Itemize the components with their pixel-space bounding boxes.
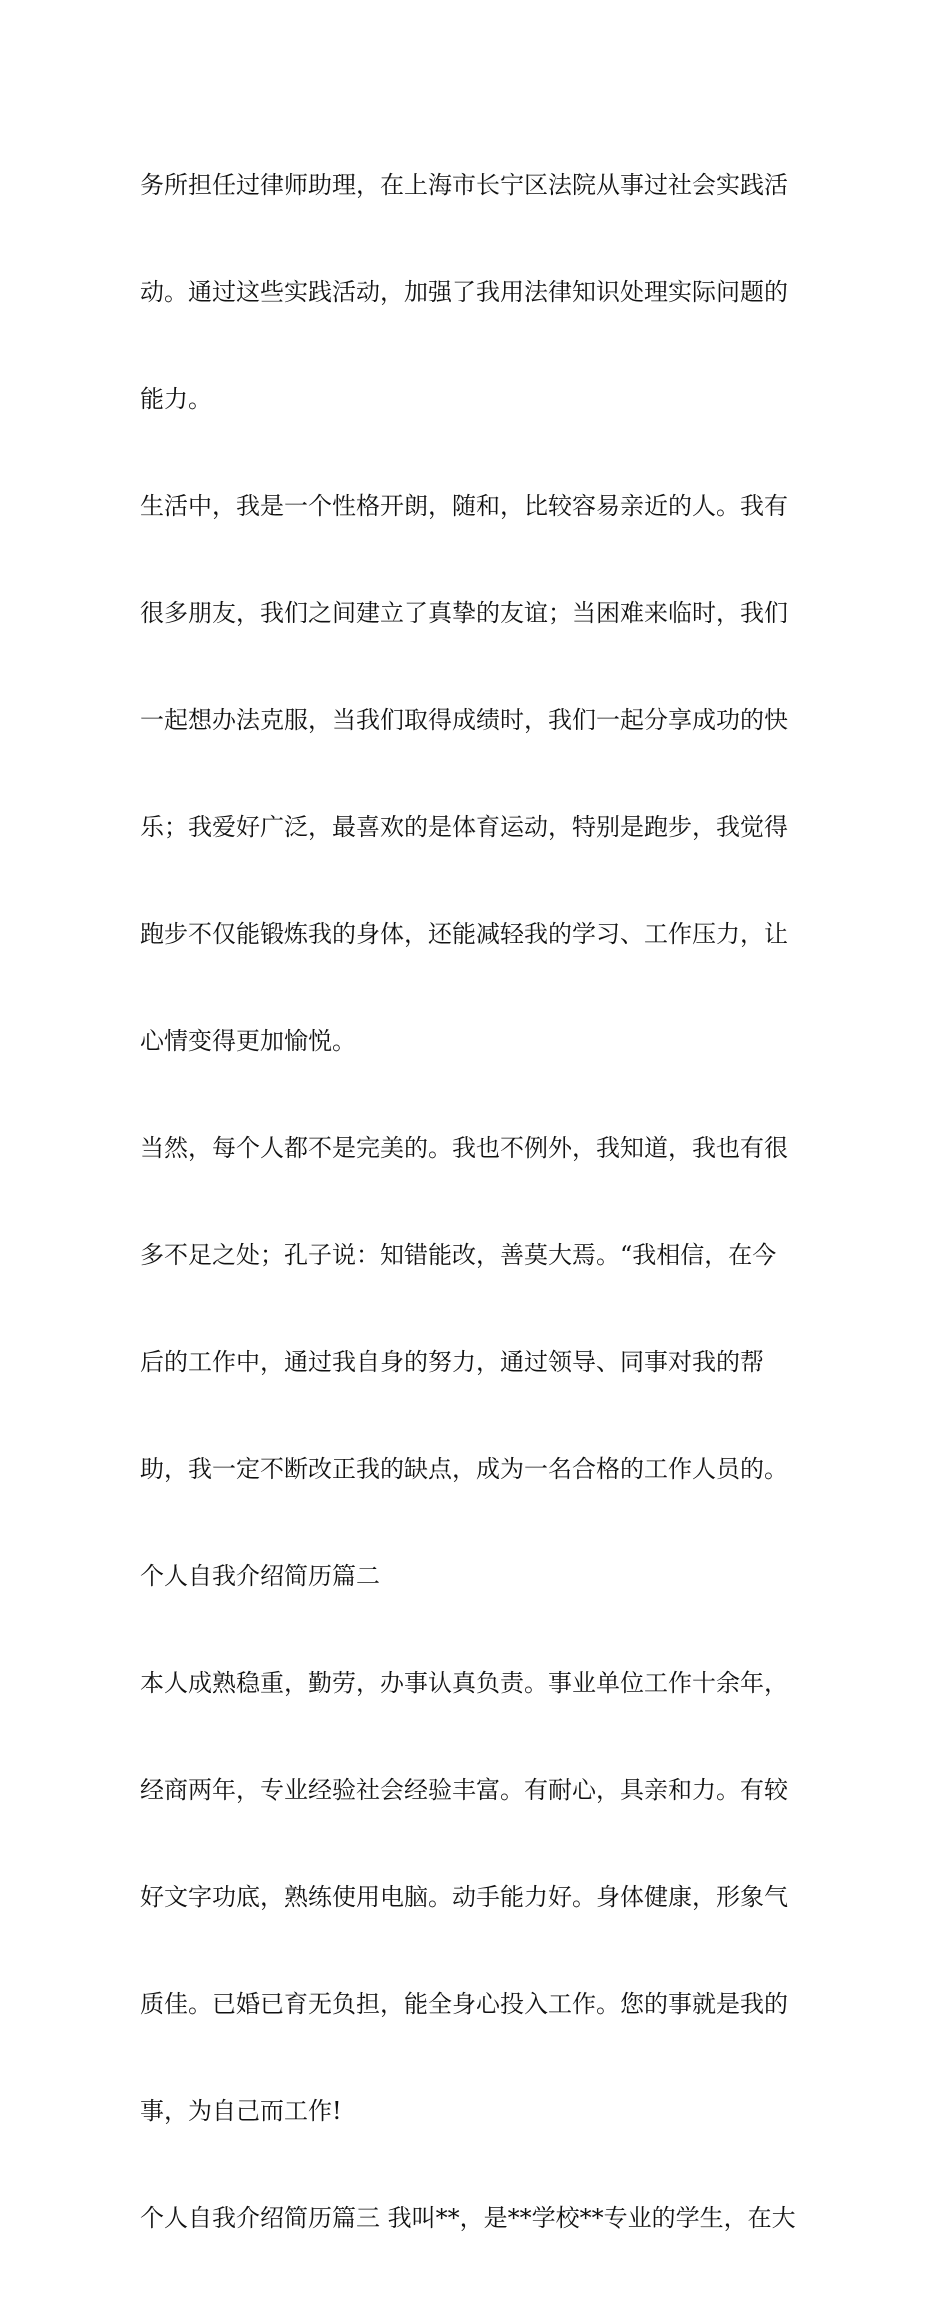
text-line: 心情变得更加愉悦。	[140, 1027, 356, 1055]
text-line: 本人成熟稳重，勤劳，办事认真负责。事业单位工作十余年，	[140, 1669, 788, 1697]
text-line: 经商两年，专业经验社会经验丰富。有耐心，具亲和力。有较	[140, 1776, 788, 1804]
text-line: 乐；我爱好广泛，最喜欢的是体育运动，特别是跑步，我觉得	[140, 813, 788, 841]
text-line: 事，为自己而工作!	[140, 2097, 342, 2125]
text-line: 质佳。已婚已育无负担，能全身心投入工作。您的事就是我的	[140, 1990, 788, 2018]
text-line: 个人自我介绍简历篇三 我叫**，是**学校**专业的学生，在大	[140, 2204, 796, 2232]
text-line: 生活中，我是一个性格开朗，随和，比较容易亲近的人。我有	[140, 492, 788, 520]
text-line: 助，我一定不断改正我的缺点，成为一名合格的工作人员的。	[140, 1455, 788, 1483]
text-line: 跑步不仅能锻炼我的身体，还能减轻我的学习、工作压力，让	[140, 920, 788, 948]
text-line: 能力。	[140, 385, 212, 413]
section-heading: 个人自我介绍简历篇二	[140, 1562, 380, 1590]
text-line: 多不足之处；孔子说：知错能改，善莫大焉。“我相信，在今	[140, 1241, 777, 1269]
text-line: 后的工作中，通过我自身的努力，通过领导、同事对我的帮	[140, 1348, 764, 1376]
document-body	[140, 104, 820, 2300]
text-line: 当然，每个人都不是完美的。我也不例外，我知道，我也有很	[140, 1134, 788, 1162]
text-line: 务所担任过律师助理，在上海市长宁区法院从事过社会实践活	[140, 171, 788, 199]
text-line: 一起想办法克服，当我们取得成绩时，我们一起分享成功的快	[140, 706, 788, 734]
text-line: 好文字功底，熟练使用电脑。动手能力好。身体健康，形象气	[140, 1883, 788, 1911]
text-line: 动。通过这些实践活动，加强了我用法律知识处理实际问题的	[140, 278, 788, 306]
text-line: 很多朋友，我们之间建立了真挚的友谊；当困难来临时，我们	[140, 599, 788, 627]
